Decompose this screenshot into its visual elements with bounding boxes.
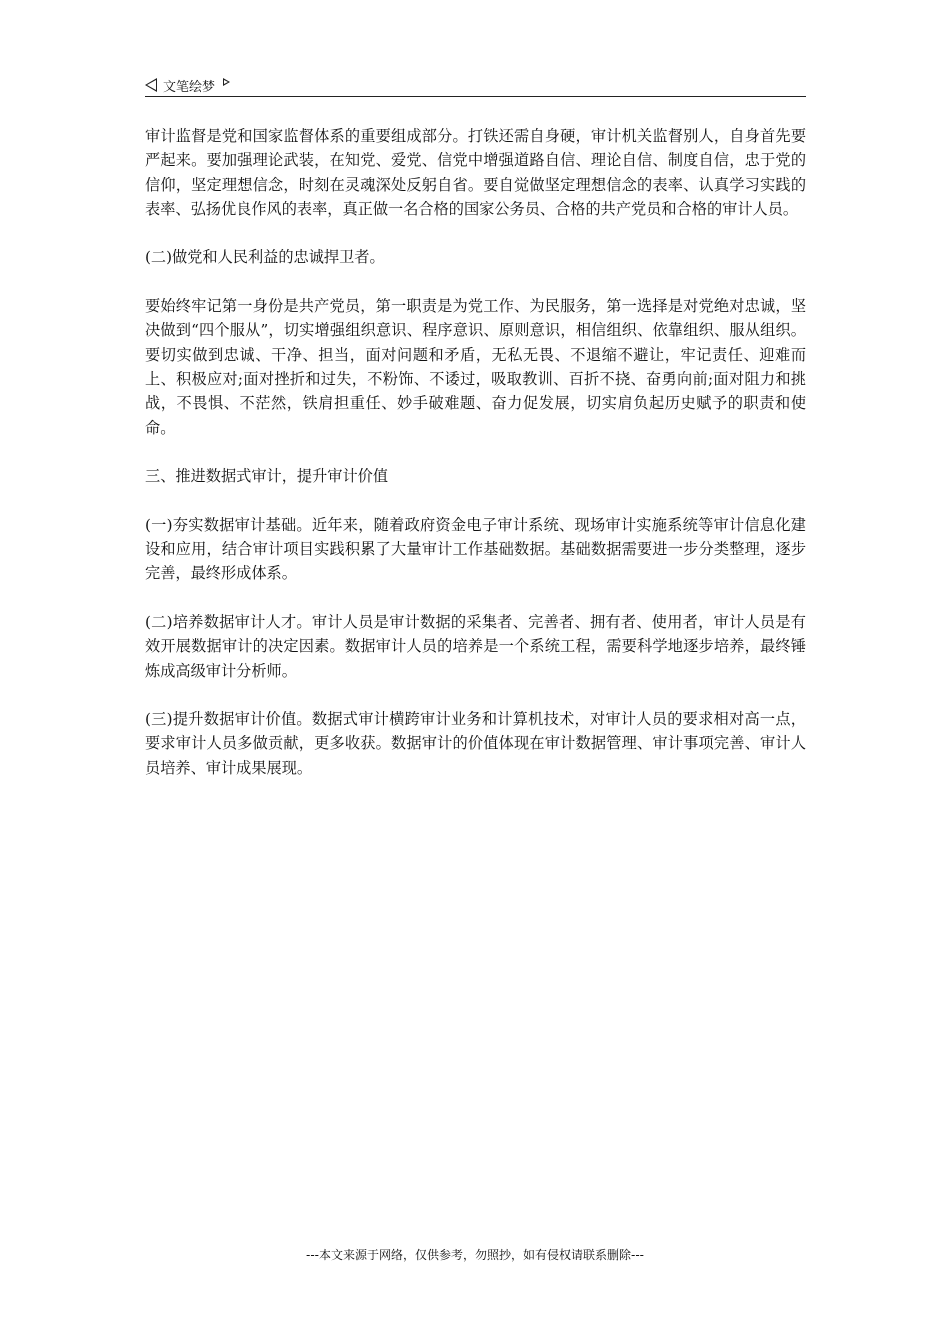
paragraph: (二)培养数据审计人才。审计人员是审计数据的采集者、完善者、拥有者、使用者，审计人员是有效开展数据审计的决定因素。数据审计人员的培养是一个系统工程，需要科学地逐步培养，最终锤炼成高级审计分析师。: [145, 612, 806, 680]
paragraph: (二)做党和人民利益的忠诚捍卫者。: [145, 248, 385, 267]
header-title: 文笔绘梦: [163, 79, 216, 95]
page-header: [145, 74, 806, 97]
paragraph: 审计监督是党和国家监督体系的重要组成部分。打铁还需自身硬，审计机关监督别人，自身首先要严起来。要加强理论武装，在知党、爱党、信党中增强道路自信、理论自信、制度自信，忠于党的信仰，坚定理想信念，时刻在灵魂深处反躬自省。要自觉做坚定理想信念的表率、认真学习实践的表率、弘扬优良作风的表率，真正做一名合格的国家公务员、合格的共产党员和合格的审计人员。: [145, 127, 806, 218]
triangle-right-icon: [223, 78, 230, 86]
paragraph: (一)夯实数据审计基础。近年来，随着政府资金电子审计系统、现场审计实施系统等审计信息化建设和应用，结合审计项目实践积累了大量审计工作基础数据。基础数据需要进一步分类整理，逐步完善，最终形成体系。: [145, 515, 806, 583]
footer-disclaimer: ---本文来源于网络，仅供参考，勿照抄，如有侵权请联系删除---: [306, 1248, 644, 1262]
section-heading: 三、推进数据式审计，提升审计价值: [145, 467, 388, 486]
triangle-left-icon: [145, 78, 157, 92]
document-body: [145, 124, 806, 804]
paragraph: (三)提升数据审计价值。数据式审计横跨审计业务和计算机技术，对审计人员的要求相对高一点，要求审计人员多做贡献，更多收获。数据审计的价值体现在审计数据管理、审计事项完善、审计人员培养、审计成果展现。: [145, 710, 806, 777]
paragraph: 要始终牢记第一身份是共产党员，第一职责是为党工作、为民服务，第一选择是对党绝对忠诚，坚决做到“四个服从”，切实增强组织意识、程序意识、原则意识，相信组织、依靠组织、服从组织。要切实做到忠诚、干净、担当，面对问题和矛盾，无私无畏、不退缩不避让，牢记责任、迎难而上、积极应对;面对挫折和过失，不粉饰、不诿过，吸取教训、百折不挠、奋勇向前;面对阻力和挑战，不畏惧、不茫然，铁肩担重任、妙手破难题、奋力促发展，切实肩负起历史赋予的职责和使命。: [145, 297, 806, 437]
